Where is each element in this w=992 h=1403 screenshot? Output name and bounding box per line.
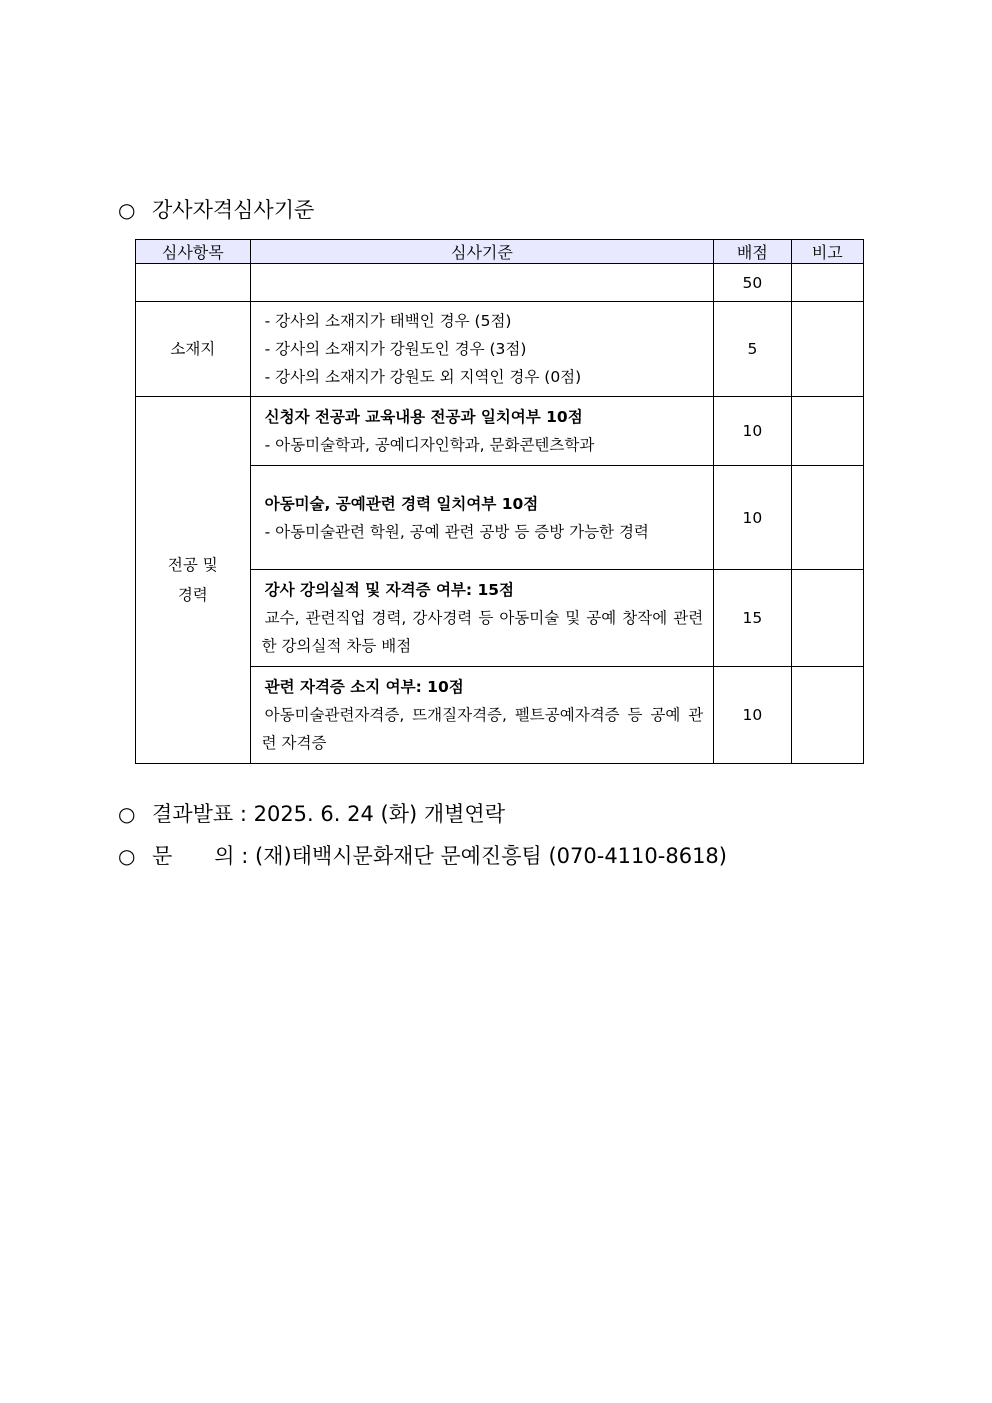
career-score: 10 [714, 466, 791, 570]
header-criteria: 심사기준 [250, 240, 714, 264]
circle-bullet-icon: ○ [118, 802, 136, 826]
career-criteria [250, 397, 714, 466]
career-row [136, 397, 864, 466]
header-score: 배점 [714, 240, 791, 264]
career-category [136, 397, 251, 764]
location-row [136, 302, 864, 397]
contact-info [118, 842, 727, 870]
career-note [791, 397, 863, 466]
location-line: - 강사의 소재지가 강원도인 경우 (3점) [264, 340, 527, 358]
career-criteria [250, 466, 714, 570]
criteria-table [135, 239, 864, 764]
header-category: 심사항목 [136, 240, 251, 264]
total-category [136, 264, 251, 302]
criteria-title: 관련 자격증 소지 여부: 10점 [264, 678, 464, 696]
career-category-line: 경력 [177, 586, 208, 604]
criteria-detail: 교수, 관련직업 경력, 강사경력 등 아동미술 및 공예 창작에 관련한 강의실적 차등 배점 [261, 609, 704, 655]
criteria-title: 강사 강의실적 및 자격증 여부: 15점 [264, 581, 515, 599]
criteria-detail: 아동미술관련자격증, 뜨개질자격증, 펠트공예자격증 등 공예 관련 자격증 [261, 706, 704, 752]
location-category: 소재지 [136, 302, 251, 397]
location-note [791, 302, 863, 397]
career-score: 10 [714, 667, 791, 764]
contact-label: 문 의 [152, 844, 235, 868]
location-criteria [250, 302, 714, 397]
location-score: 5 [714, 302, 791, 397]
circle-bullet-icon: ○ [118, 198, 136, 222]
location-line: - 강사의 소재지가 태백인 경우 (5점) [264, 312, 512, 330]
career-score: 10 [714, 397, 791, 466]
circle-bullet-icon: ○ [118, 844, 136, 868]
career-score: 15 [714, 570, 791, 667]
criteria-title: 아동미술, 공예관련 경력 일치여부 10점 [264, 494, 539, 513]
total-row [136, 264, 864, 302]
criteria-detail: - 아동미술관련 학원, 공예 관련 공방 등 증방 가능한 경력 [264, 522, 649, 541]
table-header-row [136, 240, 864, 264]
career-note [791, 570, 863, 667]
header-note: 비고 [791, 240, 863, 264]
total-criteria [250, 264, 714, 302]
contact-value: : (재)태백시문화재단 문예진흥팀 (070-4110-8618) [241, 844, 727, 868]
result-label: 결과발표 [152, 802, 234, 826]
career-note [791, 667, 863, 764]
result-value: : 2025. 6. 24 (화) 개별연락 [239, 802, 505, 826]
career-category-line: 전공 및 [167, 556, 218, 574]
total-score: 50 [714, 264, 791, 302]
career-note [791, 466, 863, 570]
section-heading [118, 196, 314, 224]
section-title: 강사자격심사기준 [152, 198, 315, 222]
career-criteria [250, 667, 714, 764]
result-announcement [118, 800, 505, 828]
total-note [791, 264, 863, 302]
location-line: - 강사의 소재지가 강원도 외 지역인 경우 (0점) [264, 368, 582, 386]
criteria-detail: - 아동미술학과, 공예디자인학과, 문화콘텐츠학과 [264, 436, 595, 454]
career-criteria [250, 570, 714, 667]
criteria-title: 신청자 전공과 교육내용 전공과 일치여부 10점 [264, 408, 583, 426]
